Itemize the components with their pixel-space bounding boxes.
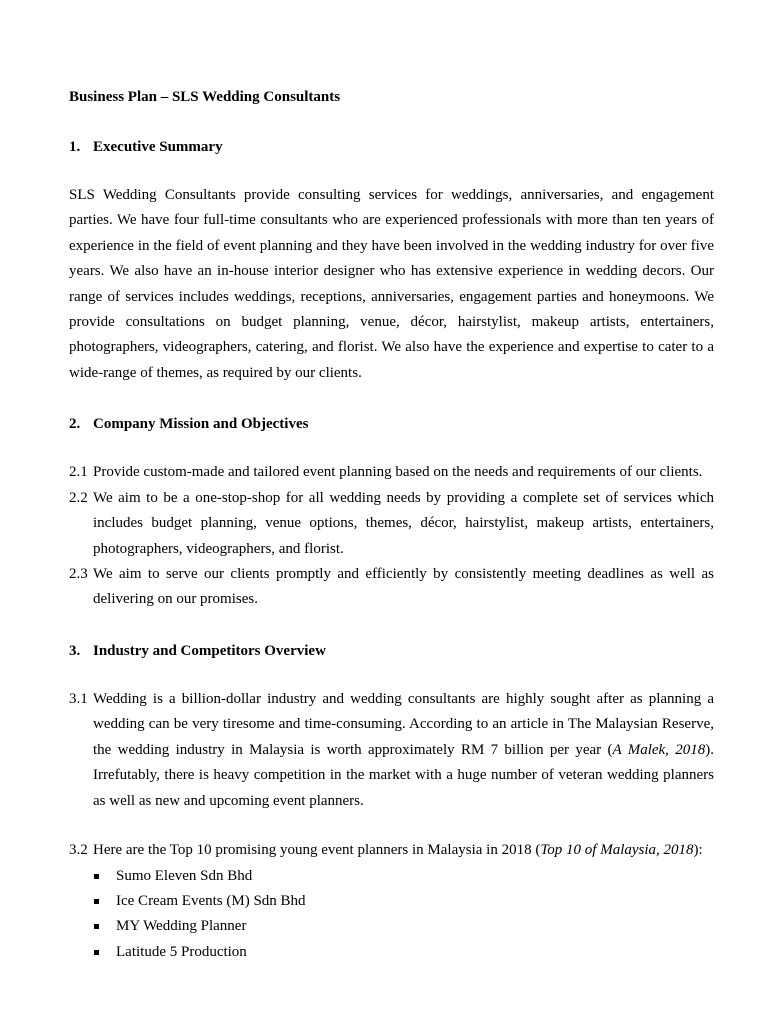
objective-item [69,460,714,485]
item-text: We aim to be a one-stop-shop for all wedding needs by providing a complete set of services which includes budget planning, venue options, themes, décor, hairstylist, makeup artists, entertainers, photographers, videographers, and florist. [93,490,714,557]
item-number: 2.2 [69,490,88,506]
item-number: 3.1 [69,691,88,707]
item-text: Here are the Top 10 promising young event planners in Malaysia in 2018 ( [93,842,541,858]
item-text: Provide custom-made and tailored event planning based on the needs and requirements of our clients. [93,464,703,480]
item-text: We aim to serve our clients promptly and efficiently by consistently meeting deadlines as well as delivering on our promises. [93,566,714,608]
square-bullet-icon [94,924,99,929]
section-heading-mission-objectives [69,414,308,434]
item-number: 2.3 [69,566,88,582]
item-text: ): [693,842,703,858]
section-heading-industry-overview [69,641,326,661]
industry-item [69,838,714,863]
section-heading-text: Industry and Competitors Overview [93,643,326,659]
item-text: Wedding is a billion-dollar industry and wedding consultants are highly sought after as planning a wedding can be very tiresome and time-consuming. According to an article in The Malaysian Reserve, the wedding industry in Malaysia is worth approximately RM 7 billion per year ( [93,691,714,758]
section-heading-text: Executive Summary [93,139,223,155]
section-number: 1. [69,139,81,155]
list-item: MY Wedding Planner [93,914,306,939]
item-number: 3.2 [69,842,88,858]
industry-item [69,687,714,814]
section-heading-text: Company Mission and Objectives [93,416,309,432]
list-item: Latitude 5 Production [93,940,306,965]
executive-summary-paragraph: SLS Wedding Consultants provide consulting services for weddings, anniversaries, and engagement parties. We have four full-time consultants who are experienced professionals with more than ten years of experience in the field of event planning and they have been involved in the wedding industry for over five years. We also have an in-house interior designer who has extensive experience in wedding decors. Our range of services includes weddings, receptions, anniversaries, engagement parties and honeymoons. We provide consultations on budget planning, venue, décor, hairstylist, makeup artists, entertainers, photographers, videographers, catering, and florist. We also have the experience and expertise to cater to a wide-range of themes, as required by our clients. [69,187,714,381]
section-number: 2. [69,416,81,432]
square-bullet-icon [94,899,99,904]
square-bullet-icon [94,950,99,955]
objective-item [69,562,714,613]
list-item: Ice Cream Events (M) Sdn Bhd [93,889,306,914]
list-item: Sumo Eleven Sdn Bhd [93,864,306,889]
objective-item [69,486,714,562]
document-title: Business Plan – SLS Wedding Consultants [69,89,341,105]
citation: A Malek, 2018 [612,741,706,758]
square-bullet-icon [94,874,99,879]
section-heading-executive-summary [69,137,223,157]
item-number: 2.1 [69,464,88,480]
event-planner-list [93,864,306,965]
citation: Top 10 of Malaysia, 2018 [540,842,694,858]
item-text: ). Irrefutably, there is heavy competition in the market with a huge number of veteran wedding planners as well as new and upcoming event planners. [93,741,714,809]
section-number: 3. [69,643,81,659]
